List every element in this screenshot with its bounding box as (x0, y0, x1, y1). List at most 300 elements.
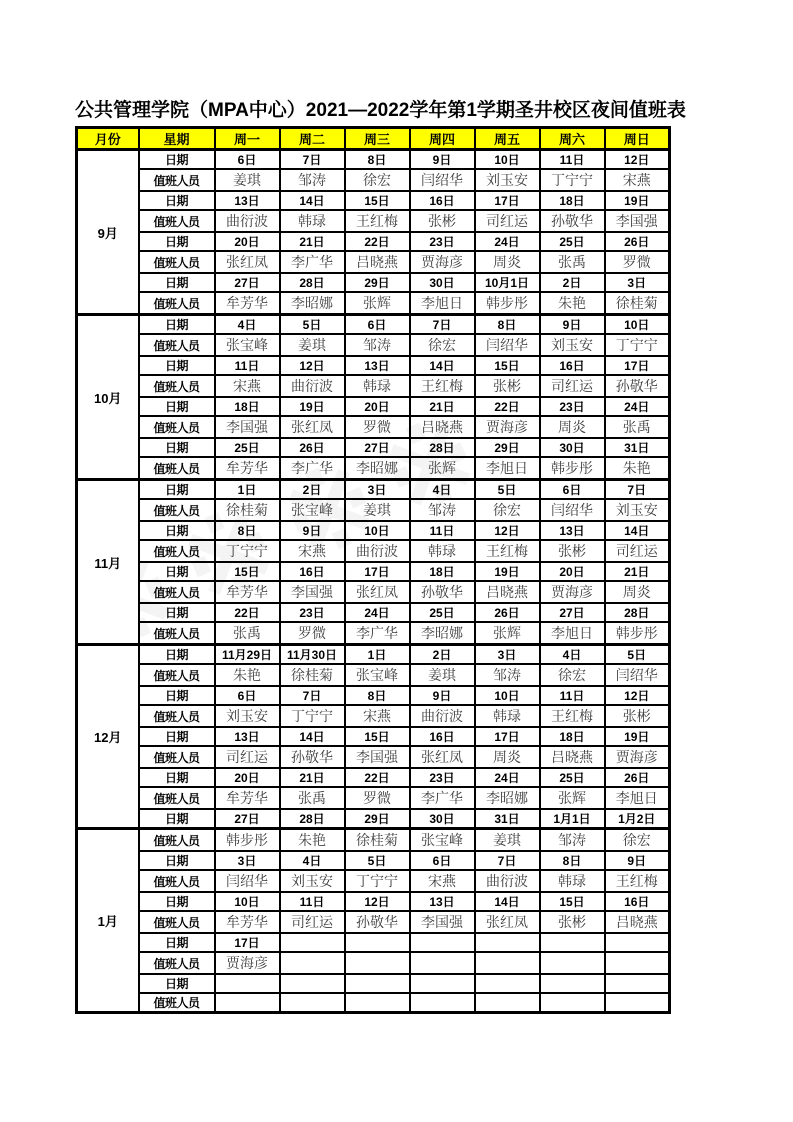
staff-name-cell: 吕晓燕 (540, 746, 605, 768)
table-row (77, 911, 670, 933)
date-cell: 14日 (410, 356, 475, 375)
header-monday: 周一 (215, 128, 280, 150)
staff-name-cell: 张彬 (540, 911, 605, 933)
date-cell: 25日 (540, 232, 605, 251)
staff-name-cell (280, 952, 345, 974)
header-week: 星期 (139, 128, 215, 150)
date-row-label: 日期 (139, 480, 215, 500)
date-cell: 10日 (345, 521, 410, 540)
staff-name-cell: 周炎 (540, 416, 605, 438)
date-cell: 7日 (475, 851, 540, 870)
date-cell: 17日 (215, 933, 280, 952)
staff-name-cell: 曲衍波 (475, 870, 540, 892)
date-cell: 24日 (475, 768, 540, 787)
date-cell (345, 974, 410, 993)
staff-name-cell (605, 952, 670, 974)
staff-name-cell: 张彬 (605, 705, 670, 727)
staff-name-cell: 邹涛 (280, 169, 345, 191)
staff-name-cell: 李国强 (280, 581, 345, 603)
staff-row-label: 值班人员 (139, 581, 215, 603)
date-cell: 25日 (410, 603, 475, 622)
table-row (77, 993, 670, 1013)
staff-name-cell: 韩步彤 (215, 829, 280, 852)
date-cell: 26日 (605, 768, 670, 787)
date-cell: 18日 (410, 562, 475, 581)
staff-name-cell (280, 993, 345, 1013)
staff-name-cell: 张彬 (540, 540, 605, 562)
date-cell: 19日 (605, 727, 670, 746)
date-cell: 1月2日 (605, 809, 670, 829)
staff-name-cell: 罗微 (345, 416, 410, 438)
staff-row-label: 值班人员 (139, 993, 215, 1013)
date-cell: 17日 (345, 562, 410, 581)
table-row (77, 933, 670, 952)
date-cell: 8日 (540, 851, 605, 870)
staff-name-cell: 王红梅 (540, 705, 605, 727)
staff-name-cell: 丁宁宁 (345, 870, 410, 892)
staff-name-cell (215, 993, 280, 1013)
table-row (77, 315, 670, 335)
table-row (77, 273, 670, 292)
staff-row-label: 值班人员 (139, 540, 215, 562)
date-cell (540, 933, 605, 952)
date-row-label: 日期 (139, 273, 215, 292)
month-label: 9月 (77, 150, 139, 315)
date-cell (475, 974, 540, 993)
staff-row-label: 值班人员 (139, 705, 215, 727)
staff-name-cell: 韩步彤 (605, 622, 670, 645)
staff-name-cell: 张红凤 (475, 911, 540, 933)
date-cell: 5日 (605, 645, 670, 665)
duty-schedule-table (75, 126, 671, 1014)
staff-name-cell: 张红凤 (215, 251, 280, 273)
date-row-label: 日期 (139, 892, 215, 911)
staff-name-cell: 李旭日 (605, 787, 670, 809)
date-cell: 9日 (540, 315, 605, 335)
staff-name-cell: 丁宁宁 (605, 334, 670, 356)
date-cell: 13日 (410, 892, 475, 911)
date-cell: 20日 (540, 562, 605, 581)
date-cell: 7日 (605, 480, 670, 500)
date-row-label: 日期 (139, 150, 215, 170)
date-cell: 6日 (540, 480, 605, 500)
staff-name-cell: 牟芳华 (215, 787, 280, 809)
date-cell: 17日 (475, 727, 540, 746)
date-cell: 9日 (605, 851, 670, 870)
staff-row-label: 值班人员 (139, 375, 215, 397)
staff-name-cell: 司红运 (475, 210, 540, 232)
staff-name-cell: 吕晓燕 (410, 416, 475, 438)
date-cell: 2日 (540, 273, 605, 292)
date-cell: 3日 (215, 851, 280, 870)
date-cell: 21日 (280, 768, 345, 787)
date-cell: 28日 (605, 603, 670, 622)
date-cell: 9日 (280, 521, 345, 540)
month-label: 1月 (77, 829, 139, 1013)
staff-name-cell: 徐桂菊 (280, 664, 345, 686)
staff-name-cell: 姜琪 (475, 829, 540, 852)
date-cell: 20日 (345, 397, 410, 416)
staff-name-cell: 李国强 (345, 746, 410, 768)
date-row-label: 日期 (139, 397, 215, 416)
staff-name-cell: 闫绍华 (605, 664, 670, 686)
date-cell: 12日 (475, 521, 540, 540)
date-cell: 25日 (540, 768, 605, 787)
staff-name-cell: 周炎 (475, 746, 540, 768)
date-cell: 2日 (410, 645, 475, 665)
staff-name-cell: 韩琭 (280, 210, 345, 232)
date-row-label: 日期 (139, 232, 215, 251)
date-cell: 1日 (345, 645, 410, 665)
staff-name-cell: 韩步彤 (475, 292, 540, 315)
date-cell: 14日 (280, 727, 345, 746)
date-cell: 13日 (215, 727, 280, 746)
table-row (77, 457, 670, 480)
staff-name-cell: 韩琭 (540, 870, 605, 892)
staff-name-cell: 孙敬华 (410, 581, 475, 603)
staff-name-cell: 贾海彦 (605, 746, 670, 768)
staff-name-cell: 王红梅 (605, 870, 670, 892)
staff-name-cell: 张红凤 (280, 416, 345, 438)
staff-row-label: 值班人员 (139, 169, 215, 191)
staff-row-label: 值班人员 (139, 829, 215, 852)
date-cell: 29日 (475, 438, 540, 457)
table-row (77, 952, 670, 974)
staff-name-cell: 韩琭 (410, 540, 475, 562)
date-cell: 4日 (540, 645, 605, 665)
staff-name-cell: 刘玉安 (475, 169, 540, 191)
page-title: 公共管理学院（MPA中心）2021—2022学年第1学期圣井校区夜间值班表 (75, 100, 686, 121)
staff-name-cell: 牟芳华 (215, 292, 280, 315)
date-row-label: 日期 (139, 645, 215, 665)
date-cell: 7日 (410, 315, 475, 335)
staff-name-cell: 宋燕 (280, 540, 345, 562)
staff-name-cell: 张彬 (475, 375, 540, 397)
staff-name-cell: 贾海彦 (540, 581, 605, 603)
table-row (77, 232, 670, 251)
staff-name-cell: 孙敬华 (345, 911, 410, 933)
date-cell: 10日 (475, 150, 540, 170)
date-cell: 10日 (215, 892, 280, 911)
date-cell: 26日 (605, 232, 670, 251)
date-cell: 1月1日 (540, 809, 605, 829)
staff-name-cell: 王红梅 (410, 375, 475, 397)
table-row (77, 521, 670, 540)
staff-name-cell: 朱艳 (215, 664, 280, 686)
date-cell: 19日 (280, 397, 345, 416)
date-cell: 16日 (605, 892, 670, 911)
date-cell: 12日 (280, 356, 345, 375)
date-cell: 19日 (475, 562, 540, 581)
staff-row-label: 值班人员 (139, 210, 215, 232)
staff-name-cell: 张辉 (540, 787, 605, 809)
staff-name-cell: 张宝峰 (215, 334, 280, 356)
date-row-label: 日期 (139, 191, 215, 210)
staff-name-cell (345, 952, 410, 974)
staff-name-cell: 宋燕 (605, 169, 670, 191)
date-row-label: 日期 (139, 603, 215, 622)
date-cell: 12日 (605, 686, 670, 705)
table-row (77, 540, 670, 562)
header-wednesday: 周三 (345, 128, 410, 150)
date-cell: 27日 (215, 809, 280, 829)
date-cell: 4日 (410, 480, 475, 500)
table-row (77, 251, 670, 273)
table-row (77, 438, 670, 457)
date-cell: 1日 (215, 480, 280, 500)
table-row (77, 499, 670, 521)
date-cell: 11月29日 (215, 645, 280, 665)
staff-row-label: 值班人员 (139, 870, 215, 892)
staff-row-label: 值班人员 (139, 746, 215, 768)
date-cell: 28日 (280, 273, 345, 292)
date-cell: 18日 (540, 727, 605, 746)
table-row (77, 581, 670, 603)
date-cell: 11日 (280, 892, 345, 911)
table-row (77, 727, 670, 746)
staff-row-label: 值班人员 (139, 416, 215, 438)
table-row (77, 150, 670, 170)
staff-name-cell: 李广华 (280, 251, 345, 273)
table-row (77, 169, 670, 191)
staff-name-cell: 徐宏 (410, 334, 475, 356)
staff-name-cell: 丁宁宁 (540, 169, 605, 191)
staff-name-cell: 周炎 (605, 581, 670, 603)
staff-name-cell: 徐桂菊 (215, 499, 280, 521)
date-cell: 14日 (280, 191, 345, 210)
date-cell: 8日 (475, 315, 540, 335)
staff-name-cell: 李广华 (345, 622, 410, 645)
staff-row-label: 值班人员 (139, 499, 215, 521)
staff-name-cell: 张宝峰 (280, 499, 345, 521)
staff-name-cell: 刘玉安 (605, 499, 670, 521)
date-cell: 8日 (345, 150, 410, 170)
date-cell (410, 974, 475, 993)
staff-row-label: 值班人员 (139, 334, 215, 356)
staff-name-cell: 宋燕 (345, 705, 410, 727)
header-thursday: 周四 (410, 128, 475, 150)
staff-name-cell: 贾海彦 (215, 952, 280, 974)
month-label: 10月 (77, 315, 139, 480)
date-cell: 10日 (605, 315, 670, 335)
table-row (77, 664, 670, 686)
date-cell: 19日 (605, 191, 670, 210)
date-cell (280, 933, 345, 952)
table-row (77, 292, 670, 315)
staff-name-cell: 李昭娜 (345, 457, 410, 480)
date-cell: 16日 (280, 562, 345, 581)
staff-name-cell: 张红凤 (345, 581, 410, 603)
date-cell: 15日 (540, 892, 605, 911)
staff-name-cell: 徐桂菊 (345, 829, 410, 852)
staff-name-cell: 韩步彤 (540, 457, 605, 480)
table-row (77, 705, 670, 727)
table-header-row (77, 128, 670, 150)
staff-name-cell: 张禹 (215, 622, 280, 645)
staff-name-cell: 张禹 (605, 416, 670, 438)
date-cell: 26日 (475, 603, 540, 622)
date-cell (540, 974, 605, 993)
staff-name-cell: 吕晓燕 (605, 911, 670, 933)
table-row (77, 829, 670, 852)
staff-name-cell: 徐宏 (475, 499, 540, 521)
date-cell (410, 933, 475, 952)
date-cell: 30日 (410, 273, 475, 292)
header-month: 月份 (77, 128, 139, 150)
staff-name-cell: 朱艳 (605, 457, 670, 480)
staff-name-cell: 李旭日 (410, 292, 475, 315)
staff-name-cell: 贾海彦 (410, 251, 475, 273)
date-row-label: 日期 (139, 727, 215, 746)
staff-name-cell: 曲衍波 (410, 705, 475, 727)
date-row-label: 日期 (139, 315, 215, 335)
month-label: 12月 (77, 645, 139, 829)
staff-name-cell: 吕晓燕 (345, 251, 410, 273)
date-cell: 4日 (280, 851, 345, 870)
table-row (77, 375, 670, 397)
staff-name-cell: 丁宁宁 (215, 540, 280, 562)
staff-name-cell: 徐宏 (345, 169, 410, 191)
staff-row-label: 值班人员 (139, 622, 215, 645)
staff-name-cell: 韩琭 (475, 705, 540, 727)
staff-name-cell: 刘玉安 (540, 334, 605, 356)
date-cell: 5日 (475, 480, 540, 500)
date-cell: 10月1日 (475, 273, 540, 292)
table-row (77, 645, 670, 665)
staff-name-cell: 张辉 (345, 292, 410, 315)
staff-name-cell: 牟芳华 (215, 457, 280, 480)
table-row (77, 768, 670, 787)
date-cell: 13日 (215, 191, 280, 210)
staff-name-cell: 王红梅 (345, 210, 410, 232)
date-cell: 22日 (345, 768, 410, 787)
date-cell: 31日 (605, 438, 670, 457)
staff-name-cell: 李旭日 (475, 457, 540, 480)
staff-name-cell: 张宝峰 (410, 829, 475, 852)
date-cell: 15日 (345, 727, 410, 746)
date-cell: 2日 (280, 480, 345, 500)
schedule-content (75, 95, 686, 1014)
date-cell: 14日 (475, 892, 540, 911)
staff-name-cell: 李广华 (280, 457, 345, 480)
staff-name-cell: 邹涛 (475, 664, 540, 686)
date-cell: 23日 (410, 232, 475, 251)
date-cell: 17日 (475, 191, 540, 210)
staff-name-cell: 闫绍华 (540, 499, 605, 521)
date-cell: 4日 (215, 315, 280, 335)
staff-name-cell: 闫绍华 (410, 169, 475, 191)
date-cell: 14日 (605, 521, 670, 540)
date-cell (215, 974, 280, 993)
staff-name-cell: 张宝峰 (345, 664, 410, 686)
date-cell: 22日 (215, 603, 280, 622)
staff-name-cell: 邹涛 (410, 499, 475, 521)
staff-name-cell: 闫绍华 (215, 870, 280, 892)
staff-name-cell: 李广华 (410, 787, 475, 809)
staff-name-cell: 丁宁宁 (280, 705, 345, 727)
staff-name-cell: 闫绍华 (475, 334, 540, 356)
date-row-label: 日期 (139, 562, 215, 581)
date-cell (605, 933, 670, 952)
table-row (77, 787, 670, 809)
date-cell (475, 933, 540, 952)
date-cell: 9日 (410, 150, 475, 170)
staff-name-cell: 邹涛 (540, 829, 605, 852)
date-row-label: 日期 (139, 933, 215, 952)
table-row (77, 480, 670, 500)
table-row (77, 191, 670, 210)
staff-name-cell: 曲衍波 (345, 540, 410, 562)
header-sunday: 周日 (605, 128, 670, 150)
date-cell: 30日 (410, 809, 475, 829)
date-cell: 5日 (280, 315, 345, 335)
date-row-label: 日期 (139, 438, 215, 457)
staff-name-cell: 司红运 (215, 746, 280, 768)
date-cell: 6日 (215, 150, 280, 170)
staff-name-cell: 姜琪 (410, 664, 475, 686)
staff-name-cell: 张红凤 (410, 746, 475, 768)
staff-name-cell (540, 952, 605, 974)
date-cell: 7日 (280, 686, 345, 705)
date-cell: 11日 (410, 521, 475, 540)
date-cell: 20日 (215, 232, 280, 251)
table-row (77, 974, 670, 993)
date-cell: 12日 (605, 150, 670, 170)
staff-name-cell: 李国强 (215, 416, 280, 438)
date-cell (605, 974, 670, 993)
staff-name-cell: 孙敬华 (605, 375, 670, 397)
date-cell: 10日 (475, 686, 540, 705)
staff-name-cell (540, 993, 605, 1013)
table-row (77, 397, 670, 416)
date-cell: 11日 (540, 150, 605, 170)
date-cell: 16日 (410, 191, 475, 210)
staff-name-cell: 李昭娜 (410, 622, 475, 645)
table-row (77, 686, 670, 705)
header-tuesday: 周二 (280, 128, 345, 150)
staff-name-cell: 刘玉安 (280, 870, 345, 892)
date-cell: 18日 (540, 191, 605, 210)
date-cell: 21日 (605, 562, 670, 581)
date-cell: 15日 (215, 562, 280, 581)
date-cell: 24日 (605, 397, 670, 416)
staff-name-cell: 司红运 (605, 540, 670, 562)
staff-name-cell: 曲衍波 (215, 210, 280, 232)
date-cell: 28日 (280, 809, 345, 829)
date-cell: 16日 (540, 356, 605, 375)
date-cell: 20日 (215, 768, 280, 787)
date-row-label: 日期 (139, 521, 215, 540)
staff-name-cell: 司红运 (280, 911, 345, 933)
staff-row-label: 值班人员 (139, 251, 215, 273)
date-cell: 23日 (540, 397, 605, 416)
staff-name-cell: 李国强 (605, 210, 670, 232)
date-cell: 24日 (475, 232, 540, 251)
date-row-label: 日期 (139, 686, 215, 705)
date-row-label: 日期 (139, 851, 215, 870)
staff-name-cell: 韩琭 (345, 375, 410, 397)
staff-name-cell: 李昭娜 (475, 787, 540, 809)
staff-name-cell: 吕晓燕 (475, 581, 540, 603)
table-row (77, 416, 670, 438)
staff-name-cell: 刘玉安 (215, 705, 280, 727)
staff-name-cell: 周炎 (475, 251, 540, 273)
staff-name-cell: 孙敬华 (540, 210, 605, 232)
date-cell: 24日 (345, 603, 410, 622)
staff-name-cell: 贾海彦 (475, 416, 540, 438)
staff-name-cell (605, 993, 670, 1013)
staff-name-cell: 宋燕 (410, 870, 475, 892)
